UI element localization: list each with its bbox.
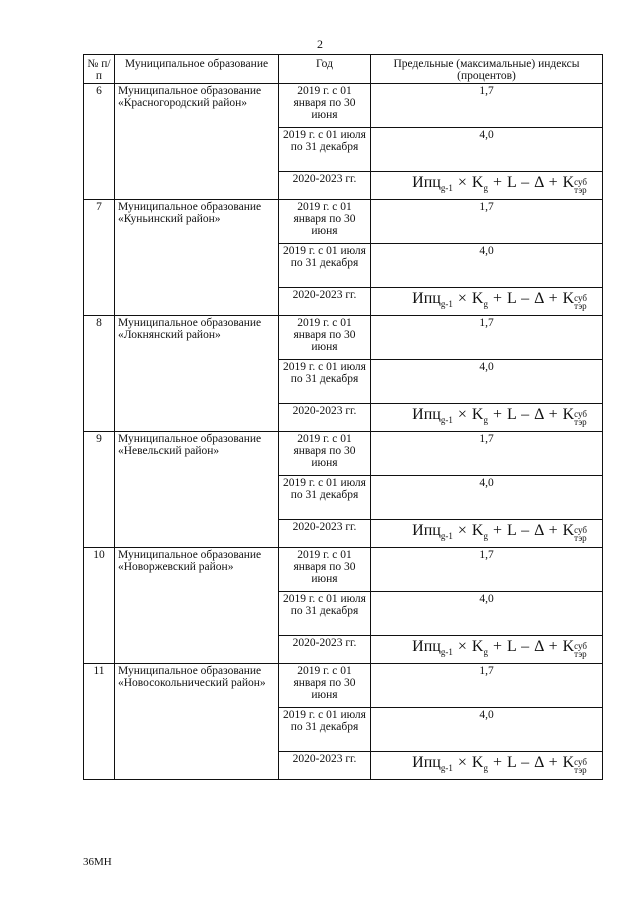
formula-ipc: Ипц (412, 174, 441, 191)
formula-k2: K (562, 406, 575, 423)
formula-ipc: Ипц (412, 754, 441, 771)
period-year: 2019 г. с 01 июля по 31 декабря (279, 592, 371, 636)
formula-delta: Δ (534, 290, 544, 307)
formula-ipc-sub: g-1 (440, 415, 453, 425)
table-row (84, 664, 603, 708)
formula-l: L (506, 290, 517, 307)
period-year: 2019 г. с 01 января по 30 июня (279, 664, 371, 708)
page-number: 2 (317, 37, 323, 51)
period-year: 2020-2023 гг. (279, 288, 371, 316)
formula-plus1: + (492, 174, 502, 191)
formula-ipc-sub: g-1 (440, 531, 453, 541)
index-formula (374, 637, 599, 661)
formula-k1-sub: g (483, 415, 488, 425)
index-value: 1,7 (371, 432, 603, 476)
formula-k1-sub: g (483, 299, 488, 309)
formula-k1: K (471, 522, 484, 539)
period-year: 2019 г. с 01 января по 30 июня (279, 548, 371, 592)
formula-plus2: + (548, 174, 558, 191)
formula-delta: Δ (534, 754, 544, 771)
formula-delta: Δ (534, 174, 544, 191)
formula-plus1: + (492, 754, 502, 771)
period-year: 2020-2023 гг. (279, 520, 371, 548)
formula-k2-sup: суб (574, 409, 587, 419)
formula-k2-sup: суб (574, 757, 587, 767)
formula-delta: Δ (534, 638, 544, 655)
index-value: 1,7 (371, 84, 603, 128)
municipality-name: Муниципальное образование «Новосокольнический район» (115, 664, 279, 780)
municipality-name: Муниципальное образование «Невельский район» (115, 432, 279, 548)
formula-times: × (457, 290, 467, 307)
table-body (84, 84, 603, 780)
formula-k1: K (471, 754, 484, 771)
formula-l: L (506, 754, 517, 771)
formula-k2-sup: суб (574, 525, 587, 535)
formula-k1-sub: g (483, 647, 488, 657)
row-number: 10 (84, 548, 115, 664)
index-value: 4,0 (371, 244, 603, 288)
table-header-row (84, 55, 603, 84)
period-year: 2019 г. с 01 января по 30 июня (279, 84, 371, 128)
period-year: 2019 г. с 01 июля по 31 декабря (279, 476, 371, 520)
period-year: 2019 г. с 01 июля по 31 декабря (279, 708, 371, 752)
formula-times: × (457, 638, 467, 655)
period-year: 2019 г. с 01 января по 30 июня (279, 432, 371, 476)
formula-minus: – (521, 638, 530, 655)
formula-k2: K (562, 638, 575, 655)
formula-k2-sub: тэр (574, 649, 587, 659)
period-year: 2019 г. с 01 июля по 31 декабря (279, 244, 371, 288)
index-value: 4,0 (371, 128, 603, 172)
period-year: 2020-2023 гг. (279, 636, 371, 664)
formula-l: L (506, 174, 517, 191)
period-year: 2020-2023 гг. (279, 752, 371, 780)
formula-ipc-sub: g-1 (440, 647, 453, 657)
header-municipality: Муниципальное образование (115, 55, 279, 84)
municipality-name: Муниципальное образование «Локнянский район» (115, 316, 279, 432)
formula-k2: K (562, 290, 575, 307)
formula-ipc-sub: g-1 (440, 183, 453, 193)
row-number: 11 (84, 664, 115, 780)
formula-k2: K (562, 174, 575, 191)
index-formula-cell (371, 636, 603, 664)
formula-k2: K (562, 522, 575, 539)
formula-k1: K (471, 290, 484, 307)
row-number: 6 (84, 84, 115, 200)
period-year: 2019 г. с 01 января по 30 июня (279, 316, 371, 360)
period-year: 2019 г. с 01 января по 30 июня (279, 200, 371, 244)
index-formula-cell (371, 520, 603, 548)
formula-plus2: + (548, 290, 558, 307)
formula-k2-supsub (574, 178, 587, 194)
formula-times: × (457, 522, 467, 539)
formula-k2-sub: тэр (574, 533, 587, 543)
header-index: Предельные (максимальные) индексы (процентов) (371, 55, 603, 84)
formula-plus1: + (492, 638, 502, 655)
table-row (84, 316, 603, 360)
formula-minus: – (521, 754, 530, 771)
formula-k1: K (471, 174, 484, 191)
formula-minus: – (521, 174, 530, 191)
formula-k2-sup: суб (574, 177, 587, 187)
formula-k1-sub: g (483, 531, 488, 541)
formula-k2-sub: тэр (574, 301, 587, 311)
index-formula (374, 173, 599, 197)
formula-l: L (506, 522, 517, 539)
index-formula (374, 289, 599, 313)
formula-ipc-sub: g-1 (440, 763, 453, 773)
period-year: 2020-2023 гг. (279, 172, 371, 200)
formula-plus2: + (548, 754, 558, 771)
formula-times: × (457, 754, 467, 771)
formula-times: × (457, 406, 467, 423)
formula-plus1: + (492, 406, 502, 423)
index-value: 1,7 (371, 200, 603, 244)
table-row (84, 200, 603, 244)
formula-times: × (457, 174, 467, 191)
period-year: 2020-2023 гг. (279, 404, 371, 432)
period-year: 2019 г. с 01 июля по 31 декабря (279, 128, 371, 172)
formula-plus2: + (548, 406, 558, 423)
index-formula-cell (371, 752, 603, 780)
formula-k2-supsub (574, 410, 587, 426)
index-formula (374, 405, 599, 429)
index-value: 1,7 (371, 316, 603, 360)
row-number: 8 (84, 316, 115, 432)
formula-ipc: Ипц (412, 290, 441, 307)
row-number: 7 (84, 200, 115, 316)
formula-l: L (506, 406, 517, 423)
index-value: 4,0 (371, 360, 603, 404)
formula-k2-supsub (574, 642, 587, 658)
formula-k2-sup: суб (574, 641, 587, 651)
formula-minus: – (521, 522, 530, 539)
formula-k2-sub: тэр (574, 185, 587, 195)
header-year: Год (279, 55, 371, 84)
document-code: 36МН (83, 856, 112, 868)
index-formula (374, 521, 599, 545)
formula-k1-sub: g (483, 763, 488, 773)
formula-l: L (506, 638, 517, 655)
index-formula (374, 753, 599, 777)
formula-k1: K (471, 406, 484, 423)
formula-delta: Δ (534, 522, 544, 539)
index-value: 4,0 (371, 708, 603, 752)
index-value: 1,7 (371, 548, 603, 592)
index-value: 4,0 (371, 592, 603, 636)
index-value: 4,0 (371, 476, 603, 520)
formula-plus2: + (548, 638, 558, 655)
header-num: № п/п (84, 55, 115, 84)
formula-k2: K (562, 754, 575, 771)
period-year: 2019 г. с 01 июля по 31 декабря (279, 360, 371, 404)
formula-minus: – (521, 290, 530, 307)
formula-k2-supsub (574, 758, 587, 774)
formula-k1-sub: g (483, 183, 488, 193)
index-value: 1,7 (371, 664, 603, 708)
formula-k1: K (471, 638, 484, 655)
formula-ipc: Ипц (412, 522, 441, 539)
municipality-name: Муниципальное образование «Куньинский район» (115, 200, 279, 316)
formula-ipc: Ипц (412, 638, 441, 655)
municipality-name: Муниципальное образование «Красногородский район» (115, 84, 279, 200)
formula-k2-supsub (574, 294, 587, 310)
table-row (84, 548, 603, 592)
index-formula-cell (371, 288, 603, 316)
index-formula-cell (371, 172, 603, 200)
table-row (84, 84, 603, 128)
table-row (84, 432, 603, 476)
formula-plus1: + (492, 290, 502, 307)
formula-plus1: + (492, 522, 502, 539)
index-formula-cell (371, 404, 603, 432)
municipality-name: Муниципальное образование «Новоржевский район» (115, 548, 279, 664)
formula-minus: – (521, 406, 530, 423)
row-number: 9 (84, 432, 115, 548)
formula-plus2: + (548, 522, 558, 539)
formula-ipc: Ипц (412, 406, 441, 423)
formula-k2-supsub (574, 526, 587, 542)
formula-delta: Δ (534, 406, 544, 423)
indices-table (83, 54, 603, 780)
formula-k2-sub: тэр (574, 417, 587, 427)
formula-k2-sup: суб (574, 293, 587, 303)
formula-k2-sub: тэр (574, 765, 587, 775)
formula-ipc-sub: g-1 (440, 299, 453, 309)
